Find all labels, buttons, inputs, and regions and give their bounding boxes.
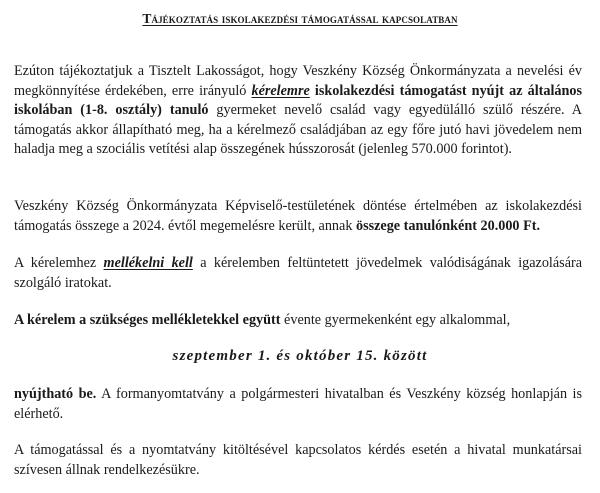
- amount-text: Veszkény Község Önkormányzata Képviselő-testületének döntése értelmében az iskolakezdési támogatás összege a 2024. évtől megemelésre került, annak: [14, 198, 582, 234]
- paragraph-attachments: [14, 254, 582, 293]
- submission-text: évente gyermekenként egy alkalommal,: [280, 312, 511, 328]
- attachments-text-2: a kérelemben feltüntetett jövedelmek valódiságának igazolására szolgáló iratokat.: [14, 255, 583, 291]
- form-bold: nyújtható be.: [14, 386, 97, 402]
- paragraph-submission: [14, 311, 582, 331]
- attachments-text-1: A kérelemhez: [14, 255, 104, 271]
- paragraph-amount: [14, 197, 582, 236]
- intro-text-1: Ezúton tájékoztatjuk a Tisztelt Lakosságot, hogy Veszkény Község Önkormányzata a nevelési év megkönnyítése érdekében, erre irányuló: [14, 63, 582, 99]
- document-title: [0, 9, 600, 29]
- paragraph-intro: [14, 62, 582, 160]
- submission-period: szeptember 1. és október 15. között: [172, 348, 428, 364]
- paragraph-form: [14, 385, 582, 424]
- form-text: A formanyomtatvány a polgármesteri hivatalban és Veszkény község honlapján is elérhető.: [14, 386, 582, 422]
- intro-text-bold: iskolakezdési támogatást nyújt az általános iskolában (1-8. osztály) tanuló: [14, 82, 582, 118]
- intro-kerelemre: kérelemre: [251, 82, 310, 99]
- intro-text-2: gyermeket nevelő család vagy egyedülálló szülő részére. A támogatás akkor állapítható meg, ha a kérelmező családjában az egy főre jutó havi jövedelem nem haladja meg a szociális vetítési alap összegének hússzorosát (jelenleg 570.000 forintot).: [14, 102, 582, 157]
- amount-bold: összege tanulónként 20.000 Ft.: [355, 217, 541, 234]
- attachments-emphasis: mellékelni kell: [103, 255, 193, 271]
- document-title-text: Tájékoztatás iskolakezdési támogatással kapcsolatban: [142, 11, 458, 26]
- submission-bold: A kérelem a szükséges mellékletekkel együtt: [14, 312, 281, 328]
- paragraph-contact: A támogatással és a nyomtatvány kitöltésével kapcsolatos kérdés esetén a hivatal munkatársai szívesen állnak rendelkezésükre.: [14, 442, 582, 478]
